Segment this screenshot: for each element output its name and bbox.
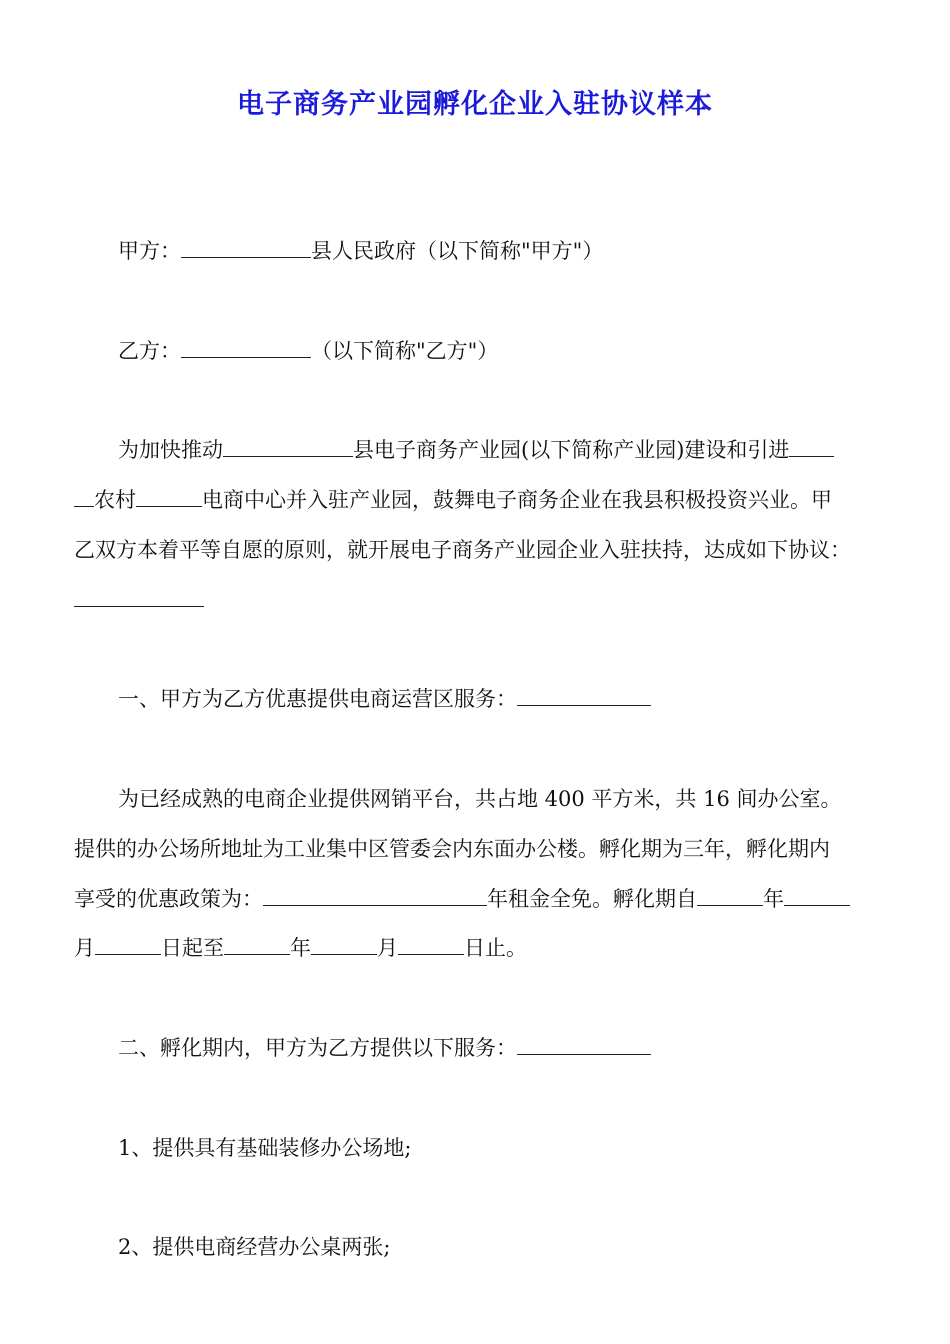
section-text: 享受的优惠政策为：	[74, 887, 263, 911]
section-1-line-4	[74, 933, 527, 963]
intro-line-4	[74, 585, 204, 615]
intro-line-2	[74, 485, 832, 515]
party-a-suffix: 县人民政府（以下简称"甲方"）	[311, 239, 604, 263]
party-a-label: 甲方：	[118, 239, 181, 263]
intro-line-1	[118, 435, 834, 465]
section-1-line-2: 提供的办公场所地址为工业集中区管委会内东面办公楼。孵化期为三年，孵化期内	[74, 837, 830, 861]
blank-field	[398, 934, 464, 955]
intro-text: 为加快推动	[118, 438, 223, 462]
party-b-label: 乙方：	[118, 339, 181, 363]
blank-field	[263, 885, 487, 906]
section-2-heading	[118, 1033, 651, 1063]
blank-field	[223, 436, 353, 457]
blank-field	[95, 934, 161, 955]
section-1-heading	[118, 684, 651, 714]
section-text: 日起至	[161, 936, 224, 960]
section-2-item-1: 1、提供具有基础装修办公场地;	[118, 1136, 412, 1160]
section-1-line-1: 为已经成熟的电商企业提供网销平台，共占地 400 平方米，共 16 间办公室。	[118, 787, 842, 811]
section-text: 日止。	[464, 936, 527, 960]
section-heading: 一、甲方为乙方优惠提供电商运营区服务：	[118, 687, 517, 711]
blank-field	[181, 237, 311, 258]
intro-text: 电商中心并入驻产业园，鼓舞电子商务企业在我县积极投资兴业。甲	[202, 488, 832, 512]
section-text: 年	[290, 936, 311, 960]
intro-line-3: 乙双方本着平等自愿的原则，就开展电子商务产业园企业入驻扶持，达成如下协议：	[74, 538, 851, 562]
section-text: 月	[377, 936, 398, 960]
blank-field	[517, 685, 651, 706]
section-text: 月	[74, 936, 95, 960]
blank-field	[74, 486, 94, 507]
blank-field	[789, 436, 834, 457]
blank-field	[136, 486, 202, 507]
intro-text: 县电子商务产业园(以下简称产业园)建设和引进	[353, 438, 790, 462]
section-1-line-3	[74, 884, 850, 914]
section-text: 年租金全免。孵化期自	[487, 887, 697, 911]
blank-field	[784, 885, 850, 906]
blank-field	[517, 1034, 651, 1055]
section-text: 年	[763, 887, 784, 911]
blank-field	[74, 586, 204, 607]
document-title: 电子商务产业园孵化企业入驻协议样本	[237, 89, 713, 120]
party-b-line	[118, 336, 498, 366]
section-2-item-2: 2、提供电商经营办公桌两张;	[118, 1235, 391, 1259]
blank-field	[224, 934, 290, 955]
intro-text: 农村	[94, 488, 136, 512]
section-heading: 二、孵化期内，甲方为乙方提供以下服务：	[118, 1036, 517, 1060]
blank-field	[181, 337, 311, 358]
blank-field	[311, 934, 377, 955]
party-a-line	[118, 236, 603, 266]
party-b-suffix: （以下简称"乙方"）	[311, 339, 499, 363]
blank-field	[697, 885, 763, 906]
